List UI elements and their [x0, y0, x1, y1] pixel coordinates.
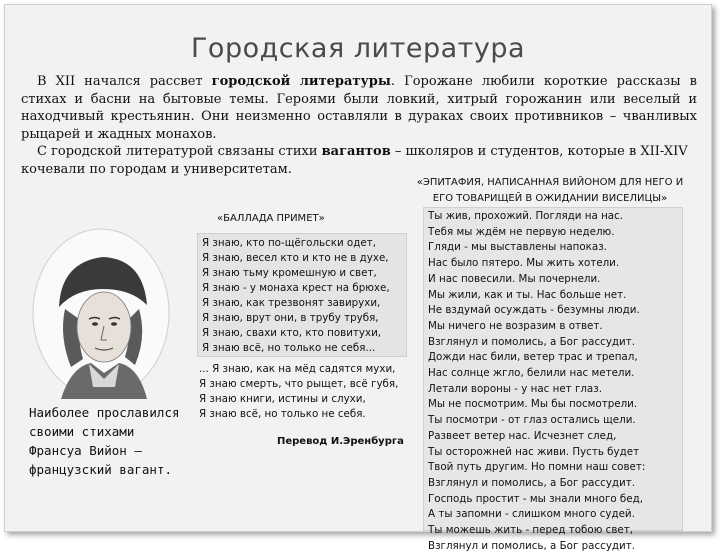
- poem-line: Я знаю тьму кромешную и свет,: [202, 267, 377, 279]
- poem-line: Я знаю книги, истины и слухи,: [199, 393, 366, 405]
- poem-line: Летали вороны - у нас нет глаз.: [428, 382, 602, 395]
- epitaph-title-line-2: ЕГО ТОВАРИЩЕЙ В ОЖИДАНИИ ВИСЕЛИЦЫ»: [432, 193, 668, 204]
- poem-line: Господь простит - мы знали много бед,: [428, 492, 644, 505]
- intro-p1-before: В XII начался рассвет: [37, 74, 212, 89]
- translator-credit: Перевод И.Эренбурга: [277, 436, 404, 447]
- poem-line: Я знаю, кто по-щёгольски одет,: [202, 237, 376, 249]
- poem-line: Я знаю всё, но только не себя...: [202, 342, 376, 354]
- intro-p2-bold: вагантов: [321, 144, 391, 159]
- poem-line: ... Я знаю, как на мёд садятся мухи,: [199, 363, 396, 375]
- poem-line: Ты посмотри - от глаз остались щели.: [428, 414, 636, 427]
- poem-line: Тебя мы ждём не первую неделю.: [428, 225, 615, 238]
- poem-line: И нас повесили. Мы почернели.: [428, 272, 601, 285]
- poem-line: Развеет ветер нас. Исчезнет след,: [428, 429, 617, 442]
- villon-portrait-image: [31, 227, 171, 399]
- poem-line: Гляди - мы выставлены напоказ.: [428, 241, 607, 254]
- poem-line: Взглянул и помолись, а Бог рассудит.: [428, 539, 635, 552]
- intro-paragraph-1: [21, 73, 697, 143]
- poem-line: Мы жили, как и ты. Нас больше нет.: [428, 288, 627, 301]
- poem-line: Нас солнце жгло, белили нас метели.: [428, 367, 635, 380]
- intro-paragraph-2: [21, 143, 697, 161]
- poem-line: Не вздумай осуждать - безумны люди.: [428, 304, 640, 317]
- intro-p1-after: . Горожане любили короткие рассказы в стихах и басни на бытовые темы. Героями были ловкий, хитрый горожанин или веселый и находчивый крестьянин. Они неизменно оставляли в дураках своих противников – чванливых рыцарей и жадных монахов.: [21, 74, 697, 142]
- poem-line: Ты осторожней нас живи. Пусть будет: [428, 445, 640, 458]
- portrait-caption: Наиболее прославился своими стихами Франсуа Вийон – французский вагант.: [29, 405, 180, 477]
- poem-line: Ты можешь жить - перед тобою свет,: [428, 524, 633, 537]
- epitaph-box: [423, 207, 683, 552]
- poem-line: Взглянул и помолись, а Бог рассудит.: [428, 476, 635, 489]
- intro-paragraph-2-line-2: кочевали по городам и университетам.: [21, 161, 292, 177]
- intro-text: [21, 73, 697, 178]
- poem-line: Я знаю, как трезвонят завирухи,: [202, 297, 381, 309]
- poem-line: Я знаю, врут они, в трубу трубя,: [202, 312, 379, 324]
- poem-line: Мы ничего не возразим в ответ.: [428, 319, 603, 332]
- poem-line: Взглянул и помолись, а Бог рассудит.: [428, 335, 635, 348]
- poem-line: Дожди нас били, ветер трас и трепал,: [428, 351, 638, 364]
- intro-p2-before: С городской литературой связаны стихи: [37, 144, 322, 159]
- epitaph-lines: [428, 209, 645, 554]
- intro-p1-bold: городской литературы: [211, 74, 391, 89]
- ballad-box: [197, 233, 407, 357]
- ballad-lines-continued: [199, 362, 398, 422]
- epitaph-title: [405, 175, 695, 207]
- poem-line: Я знаю всё, но только не себя.: [199, 408, 366, 420]
- ballad-title: «БАЛЛАДА ПРИМЕТ»: [217, 213, 325, 224]
- poem-line: А ты запомни - слишком много судей.: [428, 508, 635, 521]
- intro-p2-after: – школяров и студентов, которые в XII-XIV: [390, 144, 688, 159]
- epitaph-title-line-1: «ЭПИТАФИЯ, НАПИСАННАЯ ВИЙОНОМ ДЛЯ НЕГО И: [416, 177, 684, 188]
- poem-line: Я знаю - у монаха крест на брюхе,: [202, 282, 390, 294]
- ballad-lines: [202, 236, 390, 356]
- poem-line: Я знаю смерть, что рыщет, всё губя,: [199, 378, 399, 390]
- poem-line: Я знаю, весел кто и кто не в духе,: [202, 252, 389, 264]
- poem-line: Нас было пятеро. Мы жить хотели.: [428, 257, 620, 270]
- poem-line: Ты жив, прохожий. Погляди на нас.: [428, 210, 624, 222]
- page-title: Городская литература: [190, 33, 526, 64]
- poem-line: Мы не посмотрим. Мы бы посмотрели.: [428, 398, 638, 411]
- slide: [4, 4, 712, 552]
- poem-line: Я знаю, свахи кто, кто повитухи,: [202, 327, 382, 339]
- poem-line: Твой путь другим. Но помни наш совет:: [428, 461, 646, 474]
